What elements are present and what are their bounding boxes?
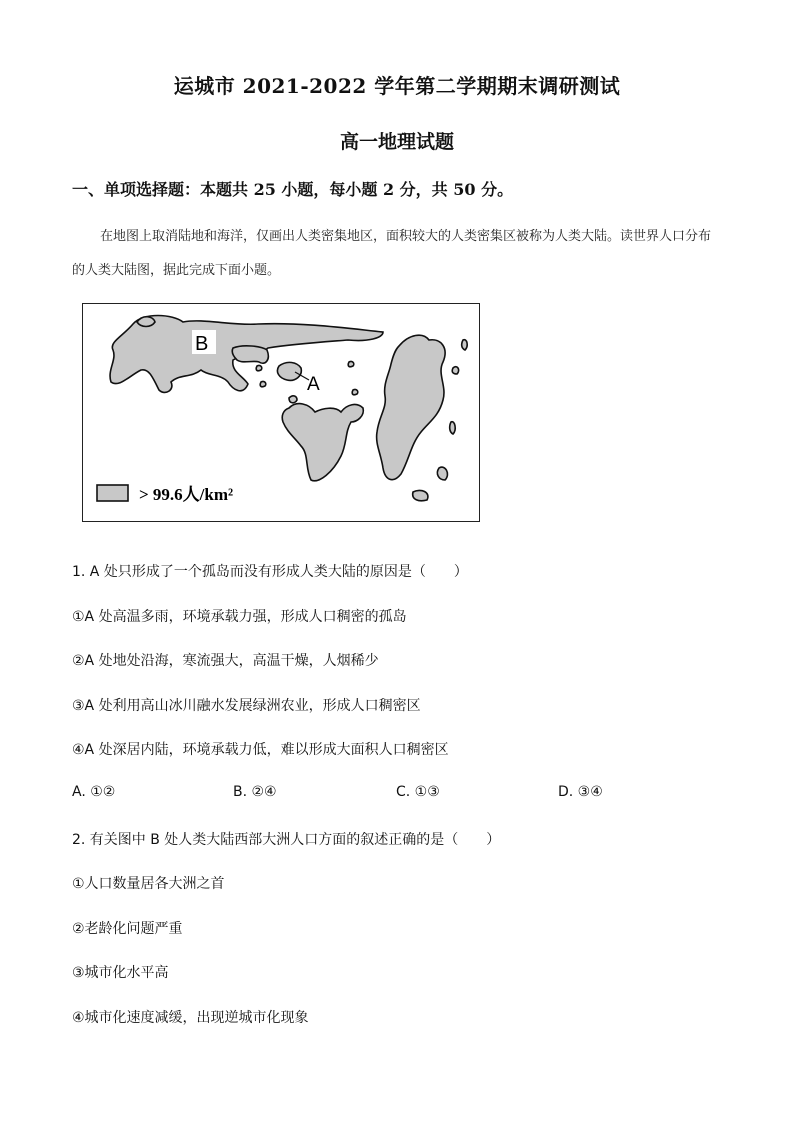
exam-title: 运城市 2021-2022 学年第二学期期末调研测试: [173, 74, 621, 98]
legend-text: > 99.6人/km²: [139, 485, 234, 504]
map-island-small-11: [260, 381, 266, 386]
question-1-statement-1: ①A 处高温多雨，环境承载力强，形成人口稠密的孤岛: [72, 609, 407, 625]
map-label-a: A: [307, 374, 320, 395]
map-region-east-asia: [377, 335, 445, 479]
map-island-small-4: [462, 340, 467, 350]
question-2-stem: 2. 有关图中 B 处人类大陆西部大洲人口方面的叙述正确的是（ ）: [72, 832, 501, 848]
map-island-small-9: [348, 361, 354, 366]
exam-subtitle: 高一地理试题: [339, 131, 454, 153]
question-1-option-c[interactable]: C. ①③: [396, 784, 440, 800]
map-island-small-10: [352, 389, 358, 394]
map-island-small-3: [256, 365, 262, 370]
map-region-b-east: [232, 346, 268, 363]
map-region-a: [277, 362, 301, 380]
map-island-small-6: [450, 422, 455, 434]
map-label-b: B: [195, 333, 209, 355]
question-2-statement-4: ④城市化速度减缓，出现逆城市化现象: [72, 1010, 309, 1026]
question-1-statement-4: ④A 处深居内陆，环境承载力低，难以形成大面积人口稠密区: [72, 742, 449, 758]
question-1-option-b[interactable]: B. ②④: [233, 784, 277, 800]
question-2-statement-2: ②老龄化问题严重: [72, 921, 183, 937]
population-map: [82, 303, 480, 522]
question-1-option-a[interactable]: A. ①②: [72, 784, 116, 800]
map-island-small-1: [137, 317, 155, 327]
map-island-small-5: [452, 367, 458, 374]
question-1-stem: 1. A 处只形成了一个孤岛而没有形成人类大陆的原因是（ ）: [72, 564, 468, 580]
question-1-option-d[interactable]: D. ③④: [558, 784, 603, 800]
population-map-figure: [83, 304, 478, 520]
map-island-small-8: [413, 490, 428, 500]
intro-paragraph: 在地图上取消陆地和海洋，仅画出人类密集地区，面积较大的人类密集区被称为人类大陆。读世界人口分布的人类大陆图，据此完成下面小题。: [72, 229, 712, 278]
legend-swatch: [97, 485, 128, 501]
question-2-statement-3: ③城市化水平高: [72, 965, 169, 981]
map-island-small-7: [437, 467, 447, 480]
question-1-statement-3: ③A 处利用高山冰川融水发展绿洲农业，形成人口稠密区: [72, 698, 421, 714]
question-1-statement-2: ②A 处地处沿海，寒流强大，高温干燥，人烟稀少: [72, 653, 379, 669]
map-island-small-2: [289, 396, 297, 403]
map-region-south-asia: [282, 404, 363, 481]
question-2-statement-1: ①人口数量居各大洲之首: [72, 876, 225, 892]
section-heading: 一、单项选择题：本题共 25 小题，每小题 2 分，共 50 分。: [72, 180, 514, 199]
